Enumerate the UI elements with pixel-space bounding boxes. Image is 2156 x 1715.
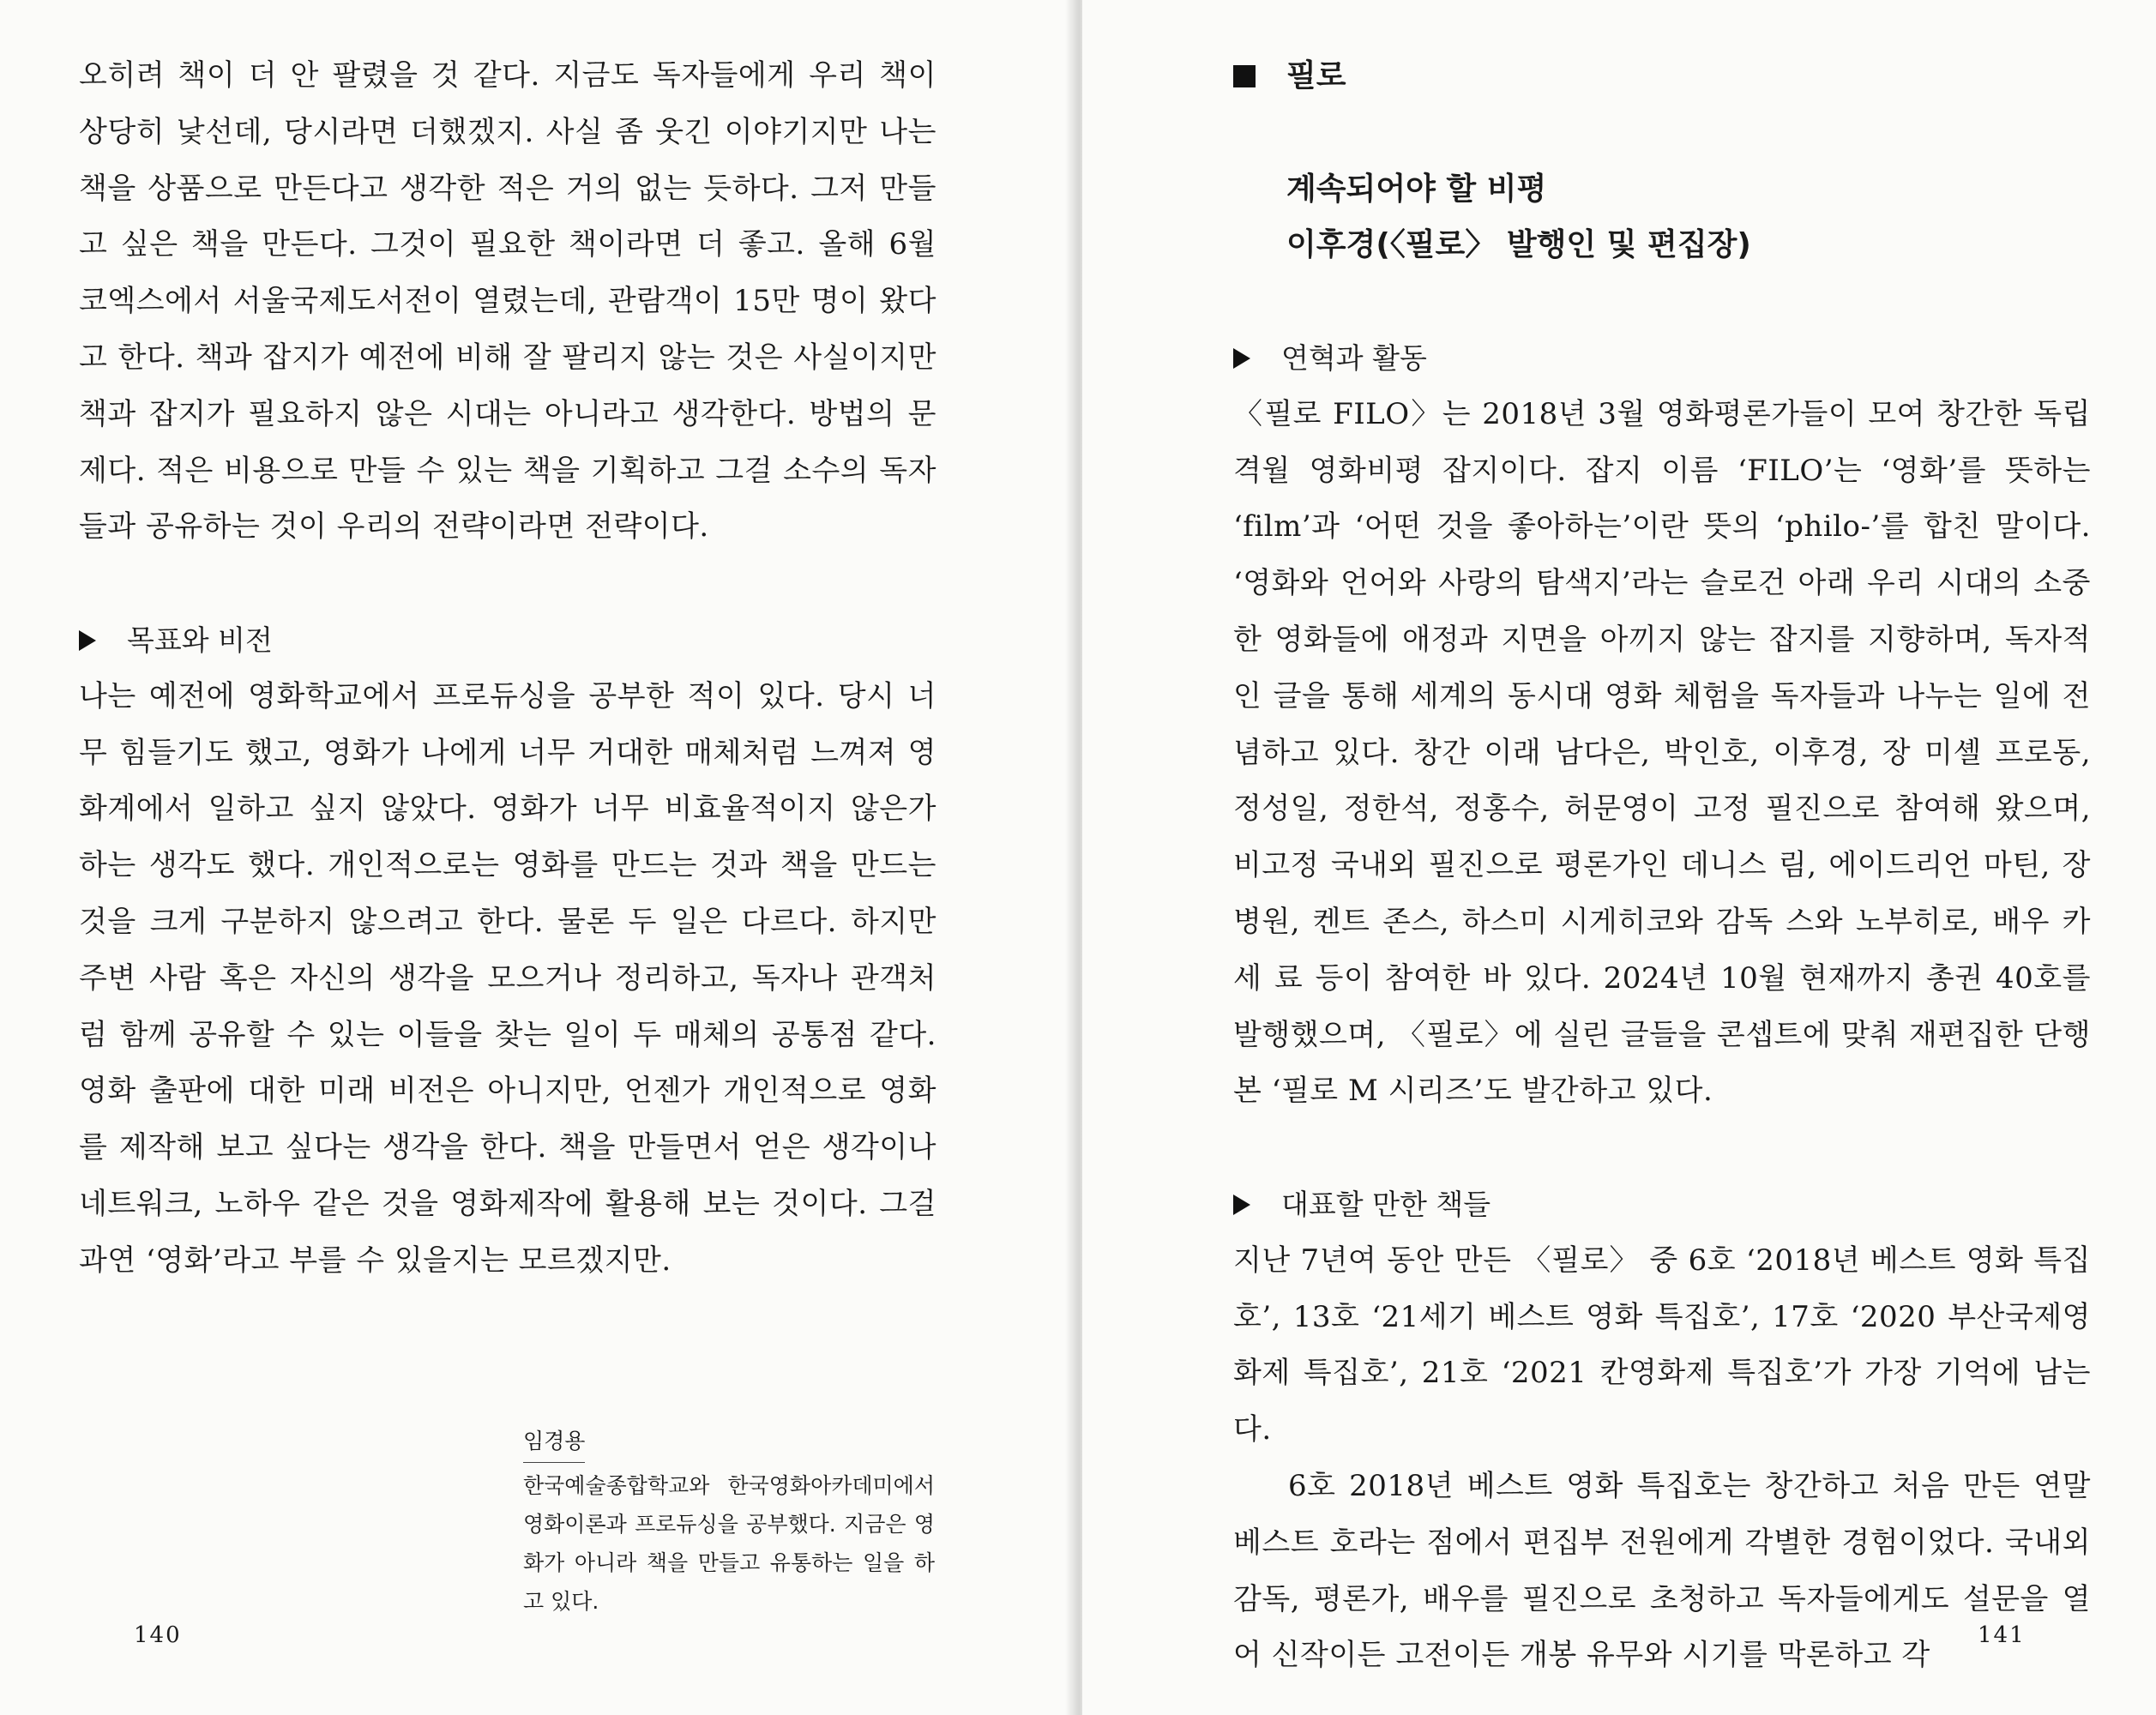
author-description: 한국예술종합학교와 한국영화아카데미에서 영화이론과 프로듀싱을 공부했다. 지금은 영화가 아니라 책을 만들고 유통하는 일을 하고 있다.: [523, 1473, 935, 1614]
page-number-left: 140: [134, 1622, 182, 1648]
right-paragraph-1: 〈필로 FILO〉는 2018년 3월 영화평론가들이 모여 창간한 독립 격월 영화비평 잡지이다. 잡지 이름 ‘FILO’는 ‘영화’를 뜻하는 ‘film’과 ‘어떤 것을 좋아하는’이란 뜻의 ‘philo-’를 합친 말이다. ‘영화와 언어와 사랑의 탐색지’라는 슬로건 아래 우리 시대의 소중한 영화들에 애정과 지면을 아끼지 않는 잡지를 지향하며, 독자적인 글을 통해 세계의 동시대 영화 체험을 독자들과 나누는 일에 전념하고 있다. 창간 이래 남다은, 박인호, 이후경, 장 미셸 프로동, 정성일, 정한석, 정홍수, 허문영이 고정 필진으로 참여해 왔으며, 비고정 국내외 필진으로 평론가인 데니스 림, 에이드리언 마틴, 장병원, 켄트 존스, 하스미 시게히코와 감독 스와 노부히로, 배우 카세 료 등이 참여한 바 있다. 2024년 10월 현재까지 총권 40호를 발행했으며, 〈필로〉에 실린 글들을 콘셉트에 맞춰 재편집한 단행본 ‘필로 M 시리즈’도 발간하고 있다.: [1233, 396, 2091, 1109]
publisher-name: 필로: [1286, 58, 1346, 93]
left-page: [0, 0, 1074, 1715]
publisher-heading: [1233, 48, 2091, 105]
section-heading-books: [1233, 1176, 2091, 1233]
triangle-bullet-icon: [1233, 1194, 1250, 1215]
subtitle-line-2: 이후경(〈필로〉 발행인 및 편집장): [1286, 227, 1751, 263]
section-heading-label: 대표할 만한 책들: [1281, 1187, 1491, 1221]
subtitle-line-1: 계속되어야 할 비평: [1286, 171, 1547, 207]
paragraph-gap: [79, 556, 936, 612]
left-paragraph-1: 오히려 책이 더 안 팔렸을 것 같다. 지금도 독자들에게 우리 책이 상당히 낯선데, 당시라면 더했겠지. 사실 좀 웃긴 이야기지만 나는 책을 상품으로 만든다고 생각한 적은 거의 없는 듯하다. 그저 만들고 싶은 책을 만든다. 그것이 필요한 책이라면 더 좋고. 올해 6월 코엑스에서 서울국제도서전이 열렸는데, 관람객이 15만 명이 왔다고 한다. 책과 잡지가 예전에 비해 잘 팔리지 않는 것은 사실이지만 책과 잡지가 필요하지 않은 시대는 아니라고 생각한다. 방법의 문제다. 적은 비용으로 만들 수 있는 책을 기획하고 그걸 소수의 독자들과 공유하는 것이 우리의 전략이라면 전략이다.: [79, 58, 936, 545]
left-paragraph-2: 나는 예전에 영화학교에서 프로듀싱을 공부한 적이 있다. 당시 너무 힘들기도 했고, 영화가 나에게 너무 거대한 매체처럼 느껴져 영화계에서 일하고 싶지 않았다. 영화가 너무 비효율적이지 않은가 하는 생각도 했다. 개인적으로는 영화를 만드는 것과 책을 만드는 것을 크게 구분하지 않으려고 한다. 물론 두 일은 다르다. 하지만 주변 사람 혹은 자신의 생각을 모으거나 정리하고, 독자나 관객처럼 함께 공유할 수 있는 이들을 찾는 일이 두 매체의 공통점 같다. 영화 출판에 대한 미래 비전은 아니지만, 언젠가 개인적으로 영화를 제작해 보고 싶다는 생각을 한다. 책을 만들면서 얻은 생각이나 네트워크, 노하우 같은 것을 영화제작에 활용해 보는 것이다. 그걸 과연 ‘영화’라고 부를 수 있을지는 모르겠지만.: [79, 678, 936, 1278]
right-paragraph-3: 6호 2018년 베스트 영화 특집호는 창간하고 처음 만든 연말 베스트 호라는 점에서 편집부 전원에게 각별한 경험이었다. 국내외 감독, 평론가, 배우를 필진으로 초청하고 독자들에게도 설문을 열어 신작이든 고전이든 개봉 유무와 시기를 막론하고 각: [1233, 1468, 2091, 1673]
section-heading-goals: [79, 612, 936, 669]
article-subtitle: [1233, 161, 2091, 274]
triangle-bullet-icon: [79, 630, 96, 651]
left-text-column: [79, 48, 936, 1290]
right-text-column: [1233, 48, 2091, 1684]
author-bio: [523, 1422, 935, 1621]
square-bullet-icon: [1233, 65, 1256, 87]
page-number-right: 141: [1978, 1622, 2026, 1648]
right-paragraph-2: 지난 7년여 동안 만든 〈필로〉 중 6호 ‘2018년 베스트 영화 특집호’, 13호 ‘21세기 베스트 영화 특집호’, 17호 ‘2020 부산국제영화제 특집호’, 21호 ‘2021 칸영화제 특집호’가 가장 기억에 남는다.: [1233, 1243, 2091, 1447]
paragraph-gap: [1233, 274, 2091, 330]
paragraph-gap: [1233, 105, 2091, 161]
section-heading-label: 연혁과 활동: [1281, 340, 1427, 375]
right-page: [1082, 0, 2156, 1715]
paragraph-gap: [1233, 1120, 2091, 1176]
section-heading-label: 목표와 비전: [127, 623, 273, 657]
triangle-bullet-icon: [1233, 348, 1250, 369]
author-name: 임경용: [523, 1422, 585, 1463]
section-heading-history: [1233, 330, 2091, 387]
